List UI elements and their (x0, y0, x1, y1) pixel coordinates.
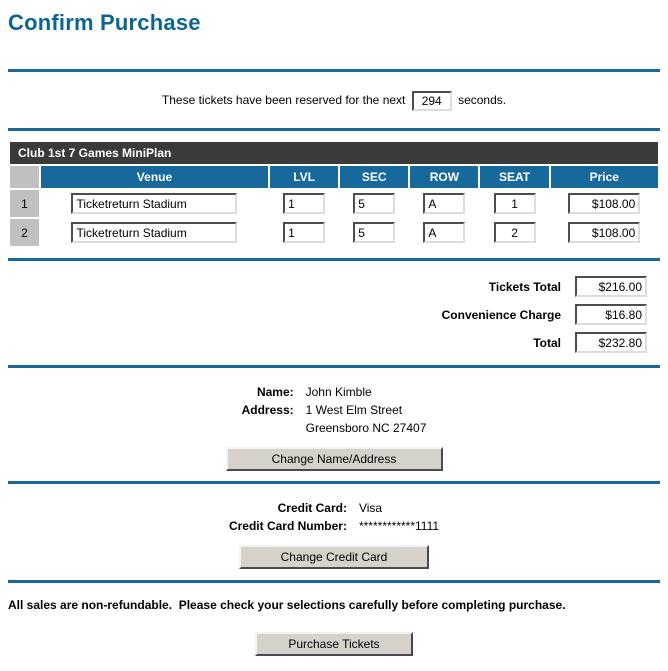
row-input[interactable] (423, 193, 465, 214)
name-address-details (242, 384, 427, 438)
section-divider (8, 481, 660, 484)
sec-input[interactable] (353, 193, 395, 214)
address-label: Address: (241, 403, 294, 417)
ticket-row (10, 219, 658, 246)
venue-input[interactable] (71, 193, 237, 214)
reservation-seconds-input[interactable] (412, 91, 452, 111)
name-value: John Kimble (305, 385, 372, 399)
section-divider (8, 69, 660, 72)
change-name-address-button[interactable]: Change Name/Address (226, 447, 443, 471)
column-header-seat: SEAT (480, 166, 548, 188)
address-line1: 1 West Elm Street (305, 403, 403, 417)
credit-card-label: Credit Card: (277, 501, 347, 515)
column-header-sec: SEC (340, 166, 408, 188)
change-credit-card-button[interactable]: Change Credit Card (239, 545, 429, 569)
reservation-notice (8, 91, 660, 111)
sec-input[interactable] (353, 222, 395, 243)
convenience-charge-label: Convenience Charge (441, 307, 561, 322)
price-input[interactable] (568, 222, 640, 243)
totals-section (8, 276, 660, 353)
address-line2: Greensboro NC 27407 (305, 421, 427, 435)
name-label: Name: (256, 385, 294, 399)
column-header-lvl: LVL (270, 166, 338, 188)
column-header-row: ROW (410, 166, 478, 188)
credit-card-details (229, 500, 439, 536)
section-divider (8, 580, 660, 583)
credit-card-type: Visa (358, 501, 383, 515)
venue-input[interactable] (71, 222, 237, 243)
tickets-total-input[interactable] (575, 276, 647, 297)
section-divider (8, 365, 660, 368)
reservation-text-after: seconds. (458, 93, 507, 108)
customer-section (8, 384, 660, 471)
price-input[interactable] (568, 193, 640, 214)
payment-section (8, 500, 660, 569)
grand-total-input[interactable] (575, 332, 647, 353)
section-divider (8, 128, 660, 131)
credit-card-number-masked: ************1111 (358, 519, 440, 533)
reservation-text-before: These tickets have been reserved for the next (161, 93, 406, 108)
column-header-venue: Venue (41, 166, 268, 188)
convenience-charge-input[interactable] (575, 304, 647, 325)
grand-total-label: Total (533, 335, 561, 350)
row-number: 2 (10, 219, 39, 246)
grand-total-row (8, 332, 647, 353)
tickets-total-row (8, 276, 647, 297)
column-header-price: Price (551, 166, 658, 188)
sales-disclaimer: All sales are non-refundable. Please check your selections carefully before completing purchase. (8, 598, 566, 612)
row-number: 1 (10, 190, 39, 217)
row-input[interactable] (423, 222, 465, 243)
convenience-charge-row (8, 304, 647, 325)
section-divider (8, 258, 660, 261)
page-title: Confirm Purchase (8, 10, 201, 35)
row-number-header (10, 166, 39, 188)
ticket-row (10, 190, 658, 217)
seat-input[interactable] (494, 222, 536, 243)
column-header-row (10, 166, 658, 188)
seat-input[interactable] (494, 193, 536, 214)
tickets-table (8, 140, 660, 248)
plan-title-bar: Club 1st 7 Games MiniPlan (10, 142, 658, 164)
confirm-purchase-page (8, 0, 660, 666)
credit-card-number-label: Credit Card Number: (228, 519, 347, 533)
purchase-tickets-button[interactable]: Purchase Tickets (255, 632, 413, 656)
lvl-input[interactable] (283, 193, 325, 214)
lvl-input[interactable] (283, 222, 325, 243)
tickets-total-label: Tickets Total (488, 279, 561, 294)
